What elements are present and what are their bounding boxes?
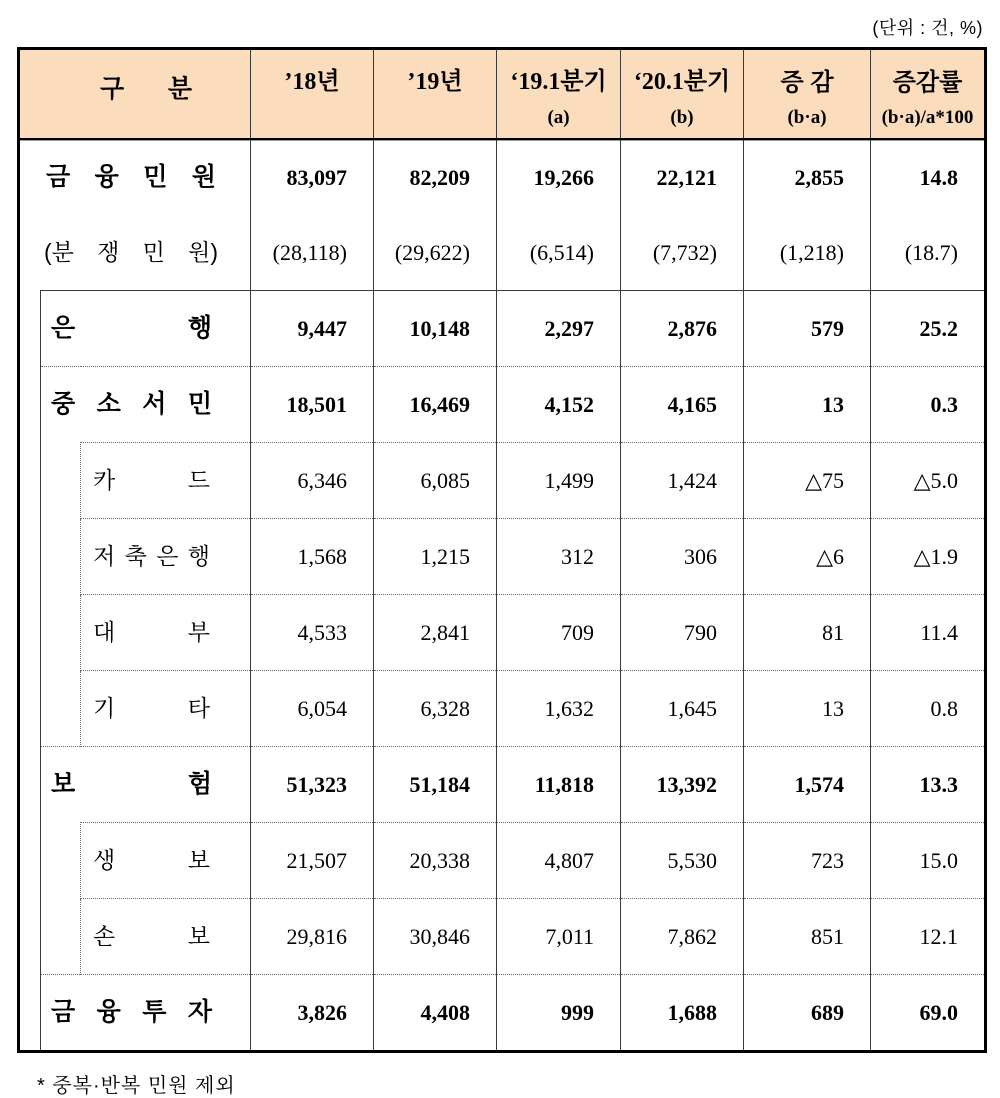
table-row-nonlife-insurance: [19, 899, 986, 975]
cell-value: △75: [744, 443, 871, 519]
cell-value: 25.2: [871, 291, 986, 367]
row-label-card: 카 드: [81, 443, 251, 519]
cell-value: 1,688: [621, 975, 744, 1052]
cell-value: 5,530: [621, 823, 744, 899]
table-row-life-insurance: [19, 823, 986, 899]
cell-value: 82,209: [374, 139, 497, 215]
cell-value: 69.0: [871, 975, 986, 1052]
cell-value: 2,855: [744, 139, 871, 215]
cell-value: 10,148: [374, 291, 497, 367]
cell-value: 2,841: [374, 595, 497, 671]
cell-value: 83,097: [251, 139, 374, 215]
table-row-loan: [19, 595, 986, 671]
unit-note: (단위 : 건, %): [872, 18, 983, 38]
cell-value: 6,085: [374, 443, 497, 519]
cell-value: △6: [744, 519, 871, 595]
cell-value: 13.3: [871, 747, 986, 823]
col-header-label: ’19년: [407, 69, 463, 95]
col-header-change: [744, 49, 871, 140]
cell-value: 13: [744, 671, 871, 747]
cell-value: 4,533: [251, 595, 374, 671]
row-label-insurance: 보 험: [41, 747, 251, 823]
row-label-financial-complaints: 금 융 민 원: [46, 162, 217, 191]
cell-value: (7,732): [621, 215, 744, 291]
indent-strip: [41, 823, 81, 975]
col-header-label: 증 감: [780, 69, 834, 96]
cell-value: 7,011: [497, 899, 621, 975]
cell-value: 6,346: [251, 443, 374, 519]
cell-value: 15.0: [871, 823, 986, 899]
cell-value: (29,622): [374, 215, 497, 291]
cell-value: 723: [744, 823, 871, 899]
cell-value: 16,469: [374, 367, 497, 443]
col-header-2019: [374, 49, 497, 140]
cell-value: 2,297: [497, 291, 621, 367]
cell-value: 4,408: [374, 975, 497, 1052]
cell-value: 4,165: [621, 367, 744, 443]
cell-value: 13: [744, 367, 871, 443]
cell-value: 19,266: [497, 139, 621, 215]
indent-strip: [19, 291, 41, 1052]
table-row-small-finance: [19, 367, 986, 443]
col-header-label: 구 분: [100, 75, 193, 103]
indent-strip: [41, 443, 81, 747]
cell-value: 81: [744, 595, 871, 671]
table-row-bank: [19, 291, 986, 367]
header-row: [19, 49, 986, 140]
row-label-nonlife-insurance: 손 보: [81, 899, 251, 975]
col-header-2018: [251, 49, 374, 140]
row-label-others: 기 타: [81, 671, 251, 747]
cell-value: 4,807: [497, 823, 621, 899]
cell-value: 1,499: [497, 443, 621, 519]
table-row-insurance: [19, 747, 986, 823]
col-header-sub: (b·a)/a*100: [881, 106, 974, 128]
col-header-label: ‘20.1분기: [633, 69, 731, 95]
cell-value: 1,424: [621, 443, 744, 519]
cell-value: 0.3: [871, 367, 986, 443]
cell-value: 4,152: [497, 367, 621, 443]
row-label-dispute-complaints: (분 쟁 민 원): [44, 238, 219, 265]
cell-value: (1,218): [744, 215, 871, 291]
cell-value: (28,118): [251, 215, 374, 291]
cell-value: 1,645: [621, 671, 744, 747]
table-row-card: [19, 443, 986, 519]
row-label-bank: 은 행: [41, 291, 251, 367]
table-row-savings-bank: [19, 519, 986, 595]
cell-value: 30,846: [374, 899, 497, 975]
footnote: * 중복·반복 민원 제외: [37, 1075, 236, 1097]
cell-value: △1.9: [871, 519, 986, 595]
cell-value: 0.8: [871, 671, 986, 747]
cell-value: 851: [744, 899, 871, 975]
cell-value: 999: [497, 975, 621, 1052]
table-row-financial-investment: [19, 975, 986, 1052]
cell-value: 1,632: [497, 671, 621, 747]
cell-value: (6,514): [497, 215, 621, 291]
cell-value: 20,338: [374, 823, 497, 899]
statistics-table: [17, 47, 987, 1053]
col-header-category: [19, 49, 251, 140]
cell-value: 709: [497, 595, 621, 671]
cell-value: 13,392: [621, 747, 744, 823]
row-label-loan: 대 부: [81, 595, 251, 671]
row-label-savings-bank: 저 축 은 행: [81, 519, 251, 595]
cell-value: 6,328: [374, 671, 497, 747]
col-header-sub: (a): [547, 106, 570, 128]
cell-value: 1,215: [374, 519, 497, 595]
cell-value: 312: [497, 519, 621, 595]
cell-value: 12.1: [871, 899, 986, 975]
cell-value: 1,568: [251, 519, 374, 595]
cell-value: △5.0: [871, 443, 986, 519]
col-header-sub: (b·a): [787, 106, 827, 128]
cell-value: 51,323: [251, 747, 374, 823]
cell-value: 579: [744, 291, 871, 367]
table-row-dispute-complaints: [19, 215, 986, 291]
cell-value: 3,826: [251, 975, 374, 1052]
row-label-life-insurance: 생 보: [81, 823, 251, 899]
col-header-label: ‘19.1분기: [510, 69, 607, 95]
cell-value: 1,574: [744, 747, 871, 823]
cell-value: 7,862: [621, 899, 744, 975]
cell-value: 51,184: [374, 747, 497, 823]
cell-value: 2,876: [621, 291, 744, 367]
cell-value: 14.8: [871, 139, 986, 215]
table-row-others: [19, 671, 986, 747]
table-row-financial-complaints: [19, 139, 986, 215]
cell-value: 11,818: [497, 747, 621, 823]
col-header-change-rate: [871, 49, 986, 140]
cell-value: 11.4: [871, 595, 986, 671]
col-header-label: 증감률: [892, 69, 963, 96]
cell-value: 689: [744, 975, 871, 1052]
col-header-sub: (b): [670, 106, 694, 128]
col-header-label: ’18년: [284, 69, 340, 95]
cell-value: 21,507: [251, 823, 374, 899]
row-label-small-finance: 중 소 서 민: [41, 367, 251, 443]
cell-value: 306: [621, 519, 744, 595]
cell-value: 22,121: [621, 139, 744, 215]
cell-value: 18,501: [251, 367, 374, 443]
cell-value: 790: [621, 595, 744, 671]
cell-value: 29,816: [251, 899, 374, 975]
cell-value: (18.7): [871, 215, 986, 291]
cell-value: 6,054: [251, 671, 374, 747]
row-label-financial-investment: 금 융 투 자: [41, 975, 251, 1052]
col-header-q1-2020: [621, 49, 744, 140]
col-header-q1-2019: [497, 49, 621, 140]
cell-value: 9,447: [251, 291, 374, 367]
